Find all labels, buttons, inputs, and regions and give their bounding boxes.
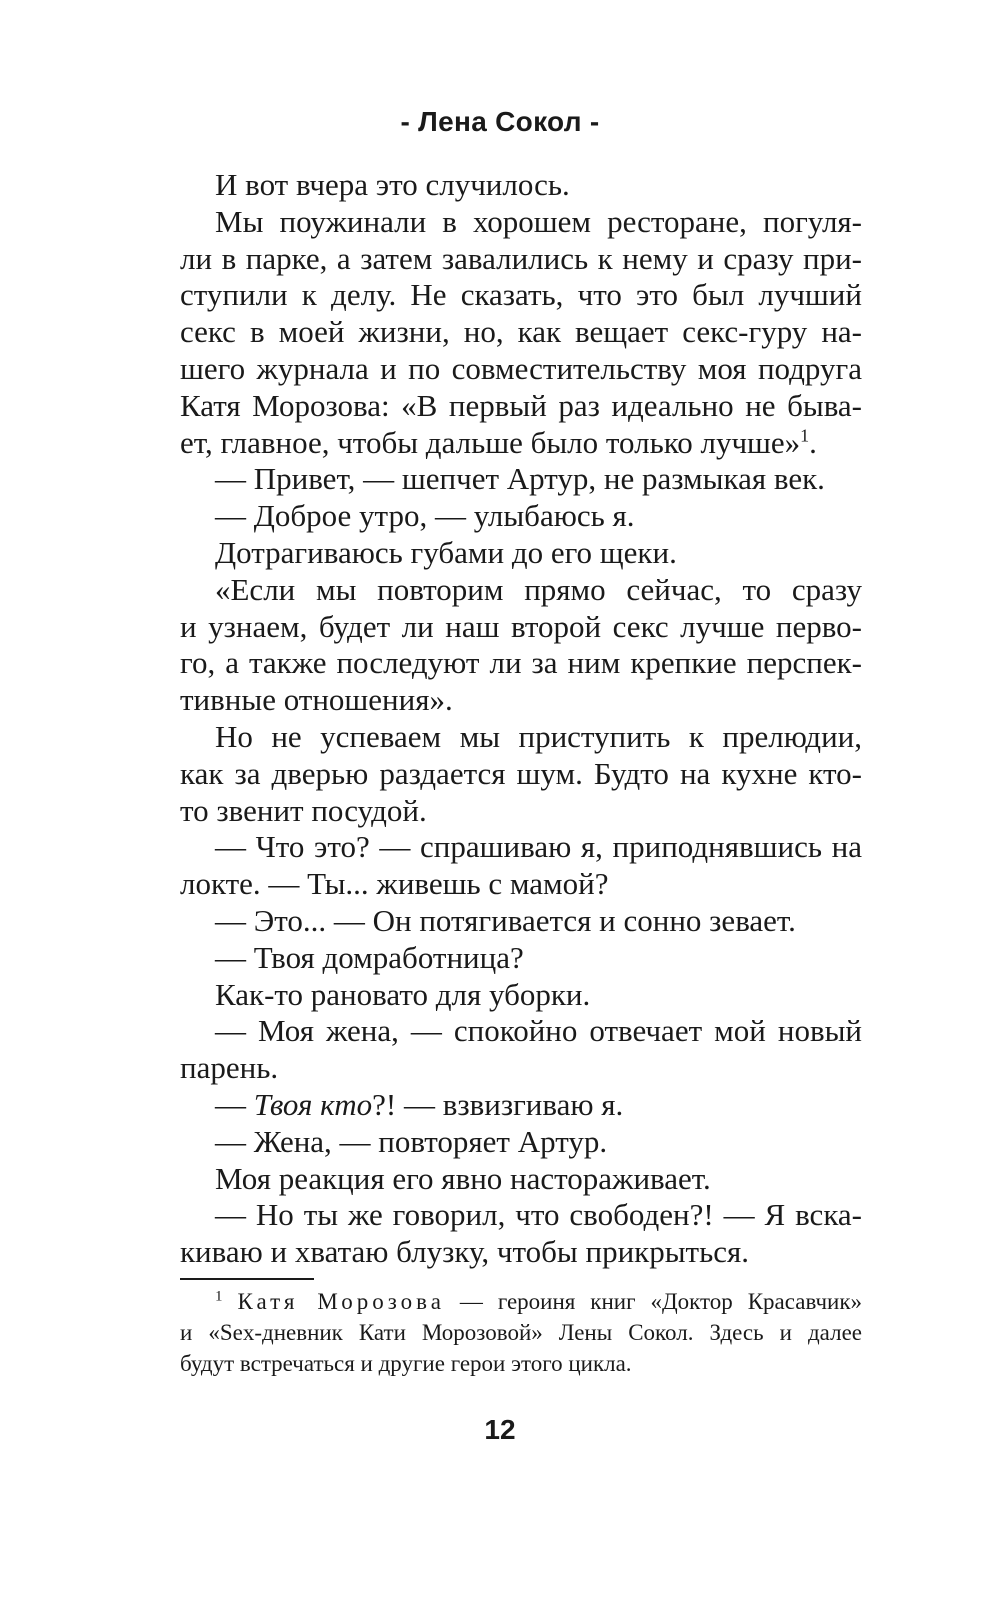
- text-line: — Жена, — повторяет Артур.: [215, 1123, 608, 1159]
- text-line: ли в парке, а затем завалились к нему и сразу при-: [180, 240, 862, 276]
- footnote-reference: 1: [800, 425, 810, 446]
- body-text: [180, 167, 862, 1271]
- text-line: шего журнала и по совместительству моя подруга: [180, 350, 862, 386]
- text-line: и узнаем, будет ли наш второй секс лучше перво-: [180, 608, 862, 644]
- text-line: — Твоя домработница?: [215, 939, 524, 975]
- text-line: [180, 425, 862, 462]
- text-line: Как-то рановато для уборки.: [215, 976, 591, 1012]
- text-line: тивные отношения».: [180, 682, 453, 718]
- text-line: — Но ты же говорил, что свободен?! — Я вска-: [215, 1197, 862, 1233]
- running-header: - Лена Сокол -: [400, 106, 600, 137]
- text-line: Дотрагиваюсь губами до его щеки.: [215, 534, 677, 570]
- footnote-name: Катя Морозова: [237, 1289, 445, 1314]
- text-line: Катя Морозова: «В первый раз идеально не быва-: [180, 387, 862, 423]
- text-line: [180, 1087, 862, 1124]
- text-line: киваю и хватаю блузку, чтобы прикрыться.: [180, 1234, 750, 1270]
- text-line: — Привет, — шепчет Артур, не размыкая век.: [215, 461, 825, 497]
- text-line: секс в моей жизни, но, как вещает секс-гуру на-: [180, 314, 862, 350]
- text-line: как за дверью раздается шум. Будто на кухне кто-: [180, 755, 862, 791]
- text-line: Но не успеваем мы приступить к прелюдии,: [215, 718, 862, 754]
- text-fragment: — героиня книг «Доктор Красавчик»: [444, 1289, 862, 1314]
- page-number: 12: [484, 1414, 516, 1445]
- text-line: «Если мы повторим прямо сейчас, то сразу: [215, 571, 862, 607]
- text-line: го, а также последуют ли за ним крепкие перспек-: [180, 645, 862, 681]
- text-fragment: ет, главное, чтобы дальше было только лучше»: [180, 424, 801, 460]
- text-fragment: .: [809, 424, 817, 460]
- text-line: ступили к делу. Не сказать, что это был лучший: [180, 277, 862, 313]
- text-line: то звенит посудой.: [180, 792, 427, 828]
- footnote-line: и «Sex-дневник Кати Морозовой» Лены Сокол. Здесь и далее: [180, 1320, 862, 1345]
- text-line: Мы поужинали в хорошем ресторане, погуля-: [215, 203, 862, 239]
- text-fragment: —: [215, 1086, 254, 1122]
- text-line: локте. — Ты... живешь с мамой?: [180, 866, 609, 902]
- text-line: И вот вчера это случилось.: [215, 167, 570, 202]
- text-line: — Моя жена, — спокойно отвечает мой новый: [215, 1013, 862, 1049]
- text-line: парень.: [180, 1050, 279, 1086]
- text-fragment: ?! — взвизгиваю я.: [372, 1086, 624, 1122]
- text-line: — Это... — Он потягивается и сонно зевает.: [215, 902, 796, 938]
- footnote-line: [180, 1286, 862, 1317]
- footnote-line: будут встречаться и другие герои этого цикла.: [180, 1351, 632, 1376]
- text-line: Моя реакция его явно настораживает.: [215, 1160, 711, 1196]
- text-line: — Доброе утро, — улыбаюсь я.: [215, 498, 635, 534]
- footnote: [180, 1286, 862, 1379]
- text-line: — Что это? — спрашиваю я, приподнявшись на: [215, 829, 862, 865]
- footnote-marker: 1: [215, 1288, 223, 1305]
- italic-text: Твоя кто: [253, 1086, 373, 1122]
- footnote-divider: [180, 1278, 314, 1280]
